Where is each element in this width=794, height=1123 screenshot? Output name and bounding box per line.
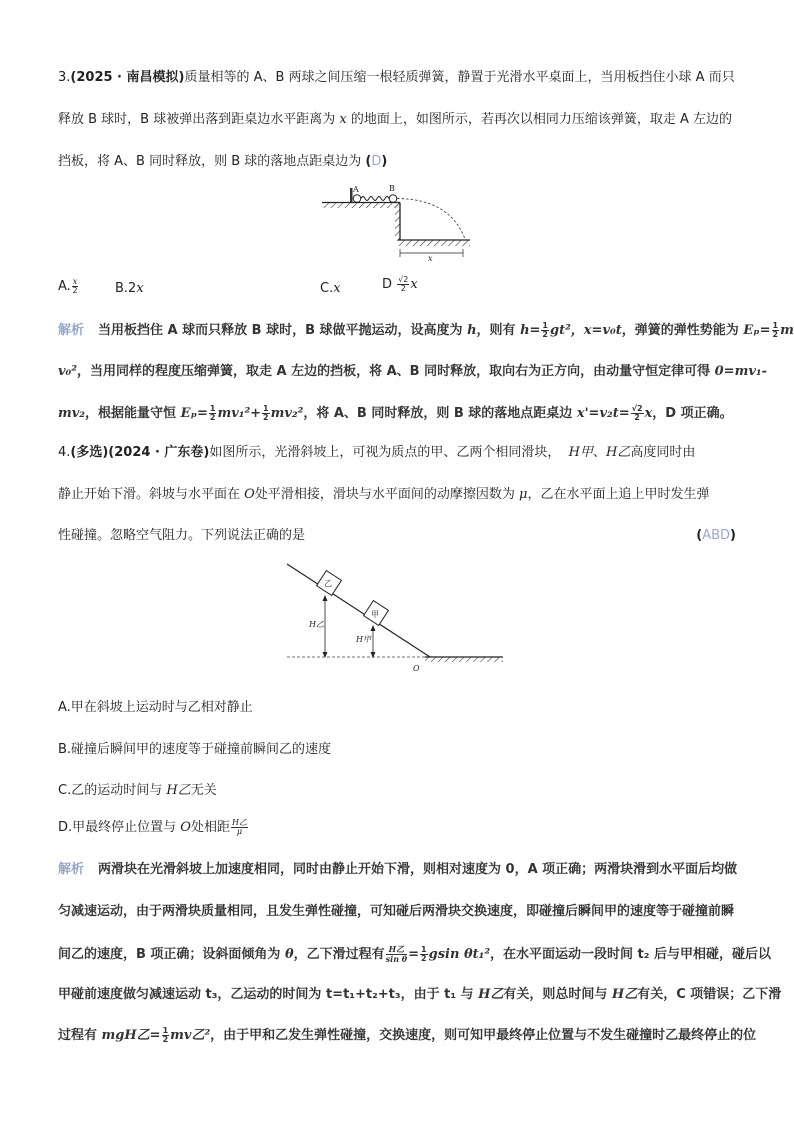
q4-option-d-den: μ (236, 827, 243, 836)
q3-analysis-1a: 当用板挡住 A 球而只释放 B 球时，B 球做平抛运动，设高度为 (98, 323, 463, 338)
q4-analysis-h-2: H乙 (611, 987, 638, 1002)
q4-ground-hatch (425, 657, 503, 662)
q4-h-yi: H乙 (606, 445, 631, 460)
q3-label-x: x (428, 254, 433, 263)
q3-analysis-3a: ，根据能量守恒 (85, 406, 177, 421)
q4-line-1 (58, 445, 695, 461)
q3-analysis-half-3-den: 2 (209, 413, 216, 422)
q4-number: 4. (58, 445, 71, 460)
q3-figure (320, 183, 480, 263)
q3-analysis-terms-1: mv₁²+ (217, 406, 262, 421)
q4-option-d-num: H乙 (231, 818, 247, 827)
q4-block-jia-label: 甲 (371, 610, 379, 619)
q4-answer: ABD (702, 528, 731, 543)
q3-analysis-label: 解析 (58, 323, 85, 338)
q3-analysis-2a: ，当用同样的程度压缩弹簧，取走 A 左边的挡板，将 A、B 同时释放，取向右为正方向，由动量守恒定律可得 (76, 364, 711, 379)
q3-analysis-half-4-num: 1 (263, 404, 269, 413)
q3-option-a-letter: A. (58, 279, 71, 294)
q4-analysis-line-3 (58, 945, 771, 964)
q4-option-c-text-2: 无关 (190, 783, 217, 798)
q4-analysis-4b: 有关，则总时间与 (503, 987, 608, 1002)
q3-analysis-ep: Eₚ= (743, 323, 771, 338)
q3-option-b-var: x (136, 281, 144, 296)
q4-block-yi-label: 乙 (324, 579, 332, 588)
q4-analysis-half-2 (162, 1027, 170, 1044)
q4-analysis-half-2-num: 1 (162, 1026, 169, 1035)
q3-analysis-sqrt-frac (631, 405, 644, 422)
q4-analysis-half-1 (420, 946, 428, 963)
q3-analysis-3b: ，将 A、B 同时释放，则 B 球的落地点距桌边 (303, 406, 573, 421)
q3-text-1: 质量相等的 A、B 两球之间压缩一根轻质弹簧，静置于光滑水平桌面上，当用板挡住小球 A 而只 (184, 70, 735, 85)
q3-analysis-momentum-1: 0=mv₁- (714, 364, 767, 379)
q3-option-d[interactable] (382, 276, 418, 293)
q4-analysis-5a: 过程有 (58, 1028, 98, 1043)
q3-option-c-var: x (333, 281, 341, 296)
q4-text-2c: ，乙在水平面上追上甲时发生弹 (527, 487, 710, 502)
q4-line-2 (58, 487, 709, 503)
q4-source: (2024 · 广东卷) (108, 445, 210, 460)
q3-analysis-half-2 (772, 322, 780, 339)
q4-o-label: O (413, 664, 420, 673)
q3-source: (2025 · 南昌模拟) (70, 70, 185, 85)
q4-analysis-3a: 间乙的速度，B 项正确；设斜面倾角为 (58, 947, 281, 962)
q3-label-b: B (389, 184, 395, 193)
q4-text-1a: 如图所示，光滑斜坡上，可视为质点的甲、乙两个相同滑块， (209, 445, 561, 460)
q4-option-d-text-2: 处相距 (190, 820, 230, 835)
q3-option-d-frac (397, 276, 409, 293)
q3-analysis-xeq: x'=v₂t= (576, 406, 630, 421)
q3-analysis-line-3 (58, 405, 733, 422)
q3-analysis-1c: ，弹簧的弹性势能为 (621, 323, 739, 338)
q3-option-c-text: C. (320, 281, 334, 296)
q4-option-d-frac (231, 819, 248, 836)
q3-option-b-text: B.2 (115, 281, 137, 296)
q4-analysis-mv: mv乙² (170, 1028, 211, 1043)
q3-analysis-momentum-2: mv₂ (58, 406, 86, 421)
q3-analysis-line-1 (58, 322, 794, 339)
q4-analysis-label: 解析 (58, 862, 85, 877)
q4-analysis-1: 两滑块在光滑斜坡上加速度相同，同时由静止开始下滑，则相对速度为 0，A 项正确；两滑块滑到水平面后均做 (98, 862, 738, 877)
q4-o: O (244, 487, 255, 502)
q3-text-2b: 的地面上，如图所示，若再次以相同力压缩该弹簧，取走 A 左边的 (350, 112, 733, 127)
q3-wall-hatch (395, 203, 400, 241)
q4-analysis-half-2-den: 2 (162, 1035, 169, 1044)
q3-option-a-den: 2 (72, 286, 78, 295)
q4-analysis-theta: θ (284, 947, 294, 962)
q3-option-d-num: √2 (398, 275, 409, 284)
q4-option-a[interactable]: A.甲在斜坡上运动时与乙相对静止 (58, 700, 253, 715)
q3-analysis-3c: ，D 项正确。 (652, 406, 733, 421)
q3-analysis-half-1-den: 2 (542, 330, 548, 339)
q3-answer: D (371, 154, 382, 169)
q3-analysis-v0sq: v₀² (58, 364, 77, 379)
q3-text-2a: 释放 B 球时，B 球被弹出落到距桌边水平距离为 (58, 112, 336, 127)
q4-option-c[interactable] (58, 779, 217, 798)
q3-analysis-line-2 (58, 364, 767, 380)
q3-option-a-num: x (72, 277, 78, 286)
q3-analysis-half-2-den: 2 (772, 330, 779, 339)
q3-analysis-half-1-num: 1 (542, 321, 548, 330)
q4-h-yi-arrowhead-top (323, 595, 328, 601)
q4-mu: μ (518, 487, 528, 502)
q4-analysis-line-4 (58, 987, 781, 1003)
q4-option-d-text-1: D.甲最终停止位置与 (58, 820, 177, 835)
q3-analysis-sqrt-num: √2 (631, 404, 643, 413)
q4-option-d-o: O (180, 820, 191, 835)
q3-analysis-half-1 (541, 322, 549, 339)
q3-analysis-sqrt-den: 2 (634, 413, 640, 422)
q3-option-a-frac (72, 278, 79, 295)
q3-analysis-eq1: h= (520, 323, 541, 338)
q3-line-3: 挡板，将 A、B 同时释放，则 B 球的落地点距桌边为 (D) (58, 154, 388, 169)
q4-analysis-4c: 有关，C 项错误；乙下滑 (637, 987, 782, 1002)
q3-text-3: 挡板，将 A、B 同时释放，则 B 球的落地点距桌边为 (58, 154, 362, 169)
q4-option-c-h: H乙 (166, 783, 191, 798)
q3-line-2 (58, 112, 732, 128)
q3-analysis-terms-2: mv₂² (270, 406, 304, 421)
q4-figure (285, 560, 515, 675)
q3-analysis-h: h (467, 323, 477, 338)
q4-sep: 、 (592, 445, 606, 460)
q4-analysis-line-2 (58, 904, 734, 920)
q3-analysis-ep-2: Eₚ= (180, 406, 208, 421)
q3-analysis-half-2-num: 1 (772, 321, 779, 330)
q4-option-d[interactable] (58, 816, 249, 836)
q4-text-3: 性碰撞。忽略空气阻力。下列说法正确的是 (58, 528, 306, 543)
q4-option-b[interactable]: B.碰撞后瞬间甲的速度等于碰撞前瞬间乙的速度 (58, 742, 332, 757)
q4-analysis-h-1: H乙 (478, 987, 504, 1002)
q4-analysis-half-1-den: 2 (421, 954, 427, 963)
q3-number: 3. (58, 70, 71, 85)
q3-ball-b (389, 195, 397, 203)
q4-analysis-eq: = (408, 947, 420, 962)
q4-analysis-half-1-num: 1 (421, 945, 427, 954)
q3-analysis-m: m (780, 323, 794, 338)
q3-spring (361, 197, 389, 201)
q4-analysis-3c: ，在水平面运动一段时间 t₂ 后与甲相碰，碰后以 (490, 947, 771, 962)
q3-var-x: x (339, 112, 347, 127)
q3-analysis-half-4-den: 2 (263, 413, 269, 422)
q4-analysis-2: 匀减速运动，由于两滑块质量相同，且发生弹性碰撞，可知碰后两滑块交换速度，即碰撞后瞬间甲的速度等于碰撞前瞬 (58, 904, 735, 919)
q4-multi: (多选) (70, 445, 109, 460)
q3-line-1 (58, 70, 735, 86)
q4-analysis-frac-den: sin θ (385, 954, 408, 964)
q3-option-b[interactable] (115, 281, 144, 296)
q3-option-d-letter: D (382, 277, 393, 292)
q3-option-d-den: 2 (400, 284, 406, 293)
q3-table-hatch (322, 203, 400, 208)
q3-option-a[interactable] (58, 278, 79, 295)
q3-option-d-var: x (410, 277, 418, 292)
q4-analysis-frac-h (386, 945, 407, 964)
q4-h-jia-arrowhead-top (371, 625, 376, 631)
q4-text-1b: 高度同时由 (630, 445, 696, 460)
q4-h-yi-label: H乙 (309, 620, 324, 629)
q3-analysis-half-3-num: 1 (209, 404, 216, 413)
q3-analysis-half-3 (209, 405, 217, 422)
q3-analysis-x: x (644, 406, 653, 421)
q4-analysis-frac-num: H乙 (388, 944, 405, 954)
q3-analysis-gt: gt² (550, 323, 571, 338)
q3-analysis-half-4 (262, 405, 270, 422)
q3-option-c[interactable] (320, 281, 341, 296)
q4-analysis-5-eq: mgH乙= (101, 1028, 161, 1043)
q4-text-2b: 处平滑相接，滑块与水平面间的动摩擦因数为 (254, 487, 515, 502)
q4-analysis-4a: 甲碰前速度做匀减速运动 t₃，乙运动的时间为 t=t₁+t₂+t₃，由于 t₁ 与 (58, 987, 474, 1002)
q4-analysis-g: gsin θt₁² (428, 947, 491, 962)
q3-trajectory (397, 199, 465, 240)
q3-ball-a (353, 195, 361, 203)
q3-ground-hatch (398, 240, 470, 246)
q4-line-3: 性碰撞。忽略空气阻力。下列说法正确的是 (ABD) (58, 528, 736, 543)
q3-label-a: A (353, 185, 359, 194)
q4-text-2a: 静止开始下滑。斜坡与水平面在 (58, 487, 241, 502)
q4-analysis-line-1 (58, 862, 737, 878)
q3-analysis-eq2: ，x=v₀t (570, 323, 622, 338)
q3-analysis-1b: ，则有 (476, 323, 516, 338)
q4-analysis-3b: ，乙下滑过程有 (293, 947, 385, 962)
q4-h-jia-label: H甲 (356, 635, 371, 644)
q4-analysis-line-5 (58, 1027, 756, 1044)
q4-analysis-5b: ，由于甲和乙发生弹性碰撞，交换速度，则可知甲最终停止位置与不发生碰撞时乙最终停止的位 (210, 1028, 757, 1043)
q4-h-jia: H甲 (568, 445, 593, 460)
q4-option-c-text-1: C.乙的运动时间与 (58, 783, 163, 798)
